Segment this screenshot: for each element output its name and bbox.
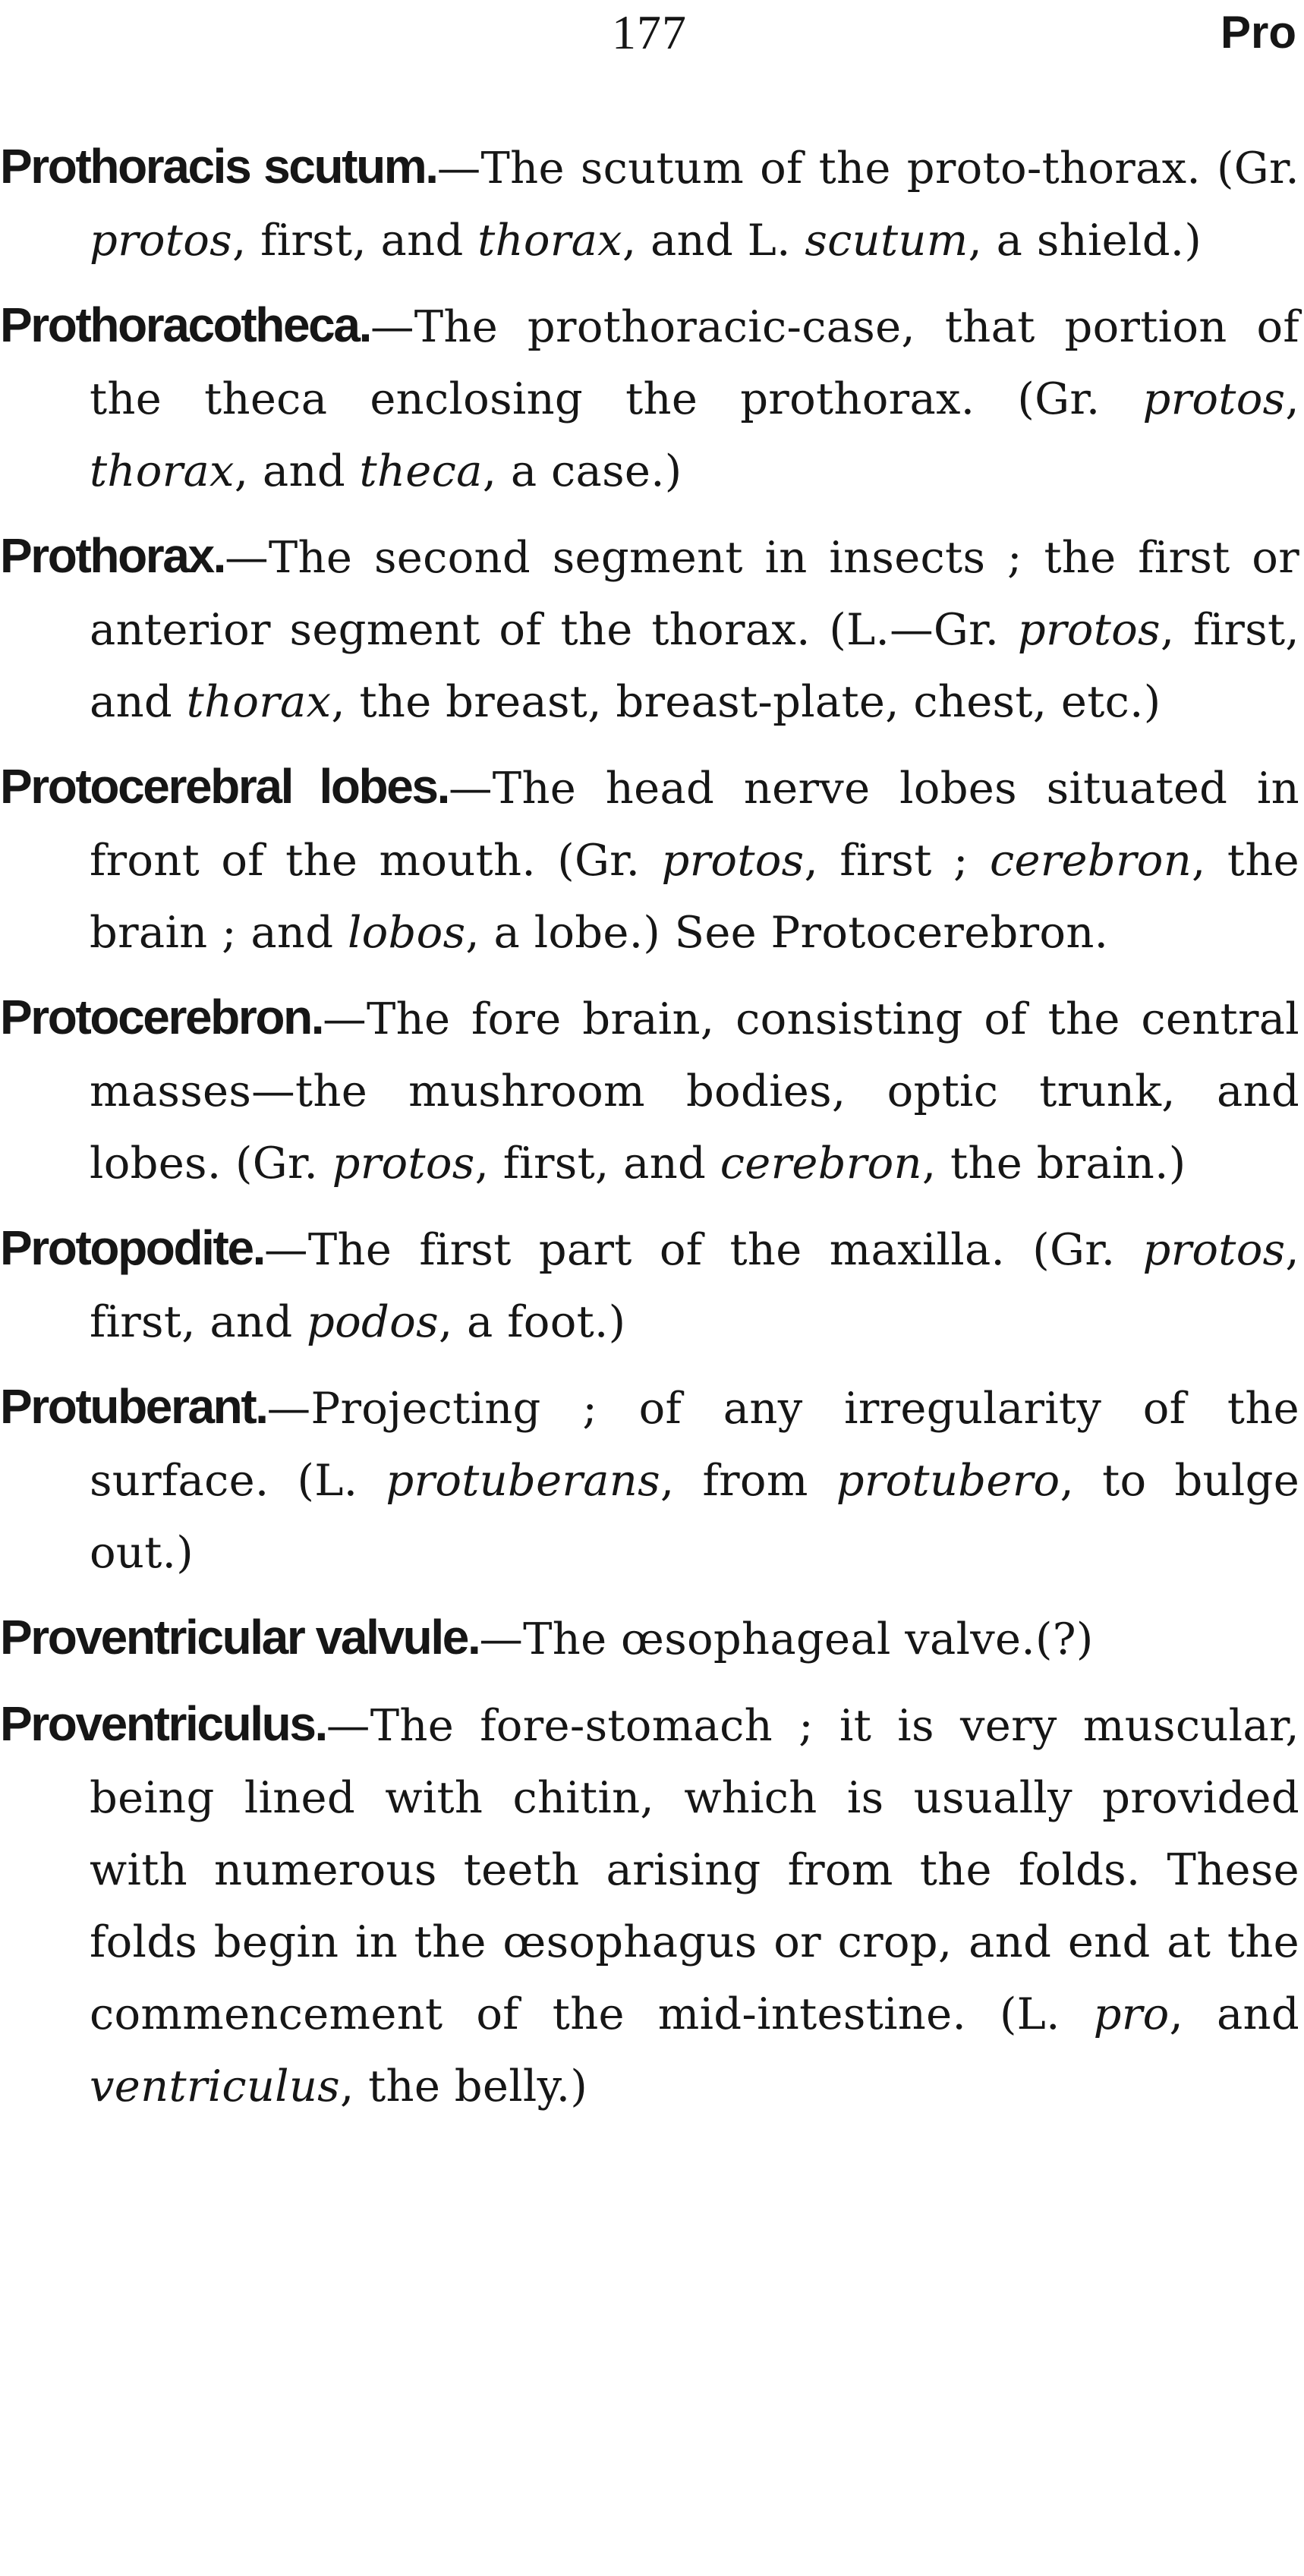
entry-term-italic: thorax: [186, 676, 332, 727]
entry-headword: Proventricular valvule.: [0, 1610, 480, 1664]
entry-term-italic: thorax: [90, 446, 235, 496]
entry-term-italic: protos: [332, 1138, 475, 1189]
entry-definition-text: , and: [1169, 1989, 1300, 2039]
glossary-entry: [0, 1212, 1299, 1358]
entry-headword: Prothorax.: [0, 528, 225, 583]
glossary-entry: [0, 131, 1299, 276]
entry-headword: Prothoracis scutum.: [0, 139, 437, 194]
entry-headword: Proventriculus.: [0, 1696, 326, 1751]
entry-definition-text: , the brain ; and: [90, 835, 1299, 958]
entry-definition-text: —The fore-stomach ; it is very muscular, being lined with chitin, which is usually provided with numerous teeth arising from the folds. These folds begin in the œsophagus or crop, and end at the commencement of the mid-intestine. (L.: [90, 1700, 1299, 2039]
entry-term-italic: pro: [1093, 1989, 1170, 2039]
entry-definition-text: , a case.): [482, 446, 682, 496]
glossary-entry: [0, 751, 1299, 968]
entry-headword: Protocerebral lobes.: [0, 759, 449, 814]
entry-term-italic: thorax: [477, 215, 622, 266]
entry-definition-text: , the brain.): [921, 1138, 1186, 1189]
glossary-entry: [0, 1371, 1299, 1589]
entry-term-italic: protos: [1142, 373, 1286, 424]
entry-definition-text: , from: [660, 1455, 836, 1506]
entry-definition-text: —The scutum of the proto-thorax. (Gr.: [436, 143, 1300, 194]
entry-term-italic: podos: [307, 1296, 439, 1347]
glossary-entry: [0, 981, 1299, 1199]
entry-headword: Protocerebron.: [0, 990, 323, 1044]
glossary-entry: [0, 1601, 1299, 1675]
entry-term-italic: protos: [90, 215, 232, 266]
entry-term-italic: theca: [359, 446, 483, 496]
entry-definition-text: , to bulge out.): [90, 1455, 1300, 1578]
entry-definition-text: , first, and: [232, 215, 478, 266]
entry-definition-text: , and L.: [622, 215, 805, 266]
entry-term-italic: protos: [1017, 604, 1161, 655]
entry-term-italic: lobos: [347, 907, 466, 958]
guide-word: Pro: [1220, 7, 1296, 58]
entry-term-italic: scutum: [805, 215, 969, 266]
entry-term-italic: ventriculus: [90, 2061, 340, 2112]
entry-definition-text: ,: [1285, 373, 1299, 424]
entry-term-italic: protos: [661, 835, 805, 886]
entry-term-italic: protubero: [836, 1455, 1060, 1506]
entry-term-italic: cerebron: [720, 1138, 922, 1189]
entry-term-italic: protuberans: [386, 1455, 660, 1506]
entry-definition-text: —The prothoracic-case, that portion of the theca enclosing the prothorax. (Gr.: [90, 301, 1299, 424]
glossary-entry: [0, 1688, 1299, 2122]
entry-term-italic: cerebron: [989, 835, 1192, 886]
entry-definition-text: , and: [234, 446, 360, 496]
entry-definition-text: , first, and: [90, 1224, 1299, 1347]
running-head: [0, 6, 1304, 67]
entry-definition-text: , a shield.): [968, 215, 1202, 266]
entry-definition-text: , a foot.): [438, 1296, 626, 1347]
entry-headword: Prothoracotheca.: [0, 298, 370, 352]
entry-definition-text: —The first part of the maxilla. (Gr.: [264, 1224, 1143, 1275]
entry-definition-text: —The fore brain, consisting of the central masses—the mushroom bodies, optic trunk, and lobes. (Gr.: [90, 994, 1299, 1189]
entry-definition-text: , first ;: [804, 835, 990, 886]
entry-definition-text: —Projecting ; of any irregularity of the surface. (L.: [90, 1383, 1299, 1506]
entry-list: [0, 131, 1299, 2135]
glossary-entry: [0, 520, 1299, 738]
entry-definition-text: , a lobe.) See Protocerebron.: [465, 907, 1109, 958]
entry-definition-text: , the breast, breast-plate, chest, etc.): [331, 676, 1161, 727]
entry-definition-text: , the belly.): [340, 2061, 588, 2112]
entry-definition-text: —The head nerve lobes situated in front of the mouth. (Gr.: [90, 763, 1299, 886]
entry-headword: Protopodite.: [0, 1220, 265, 1275]
entry-definition-text: —The second segment in insects ; the first or anterior segment of the thorax. (L.—Gr.: [90, 532, 1299, 655]
glossary-entry: [0, 289, 1299, 507]
entry-definition-text: , first, and: [90, 604, 1299, 727]
entry-term-italic: protos: [1142, 1224, 1286, 1275]
entry-headword: Protuberant.: [0, 1379, 267, 1434]
entry-definition-text: , first, and: [474, 1138, 720, 1189]
page-number: 177: [612, 5, 687, 59]
entry-definition-text: —The œsophageal valve.(?): [479, 1614, 1094, 1664]
